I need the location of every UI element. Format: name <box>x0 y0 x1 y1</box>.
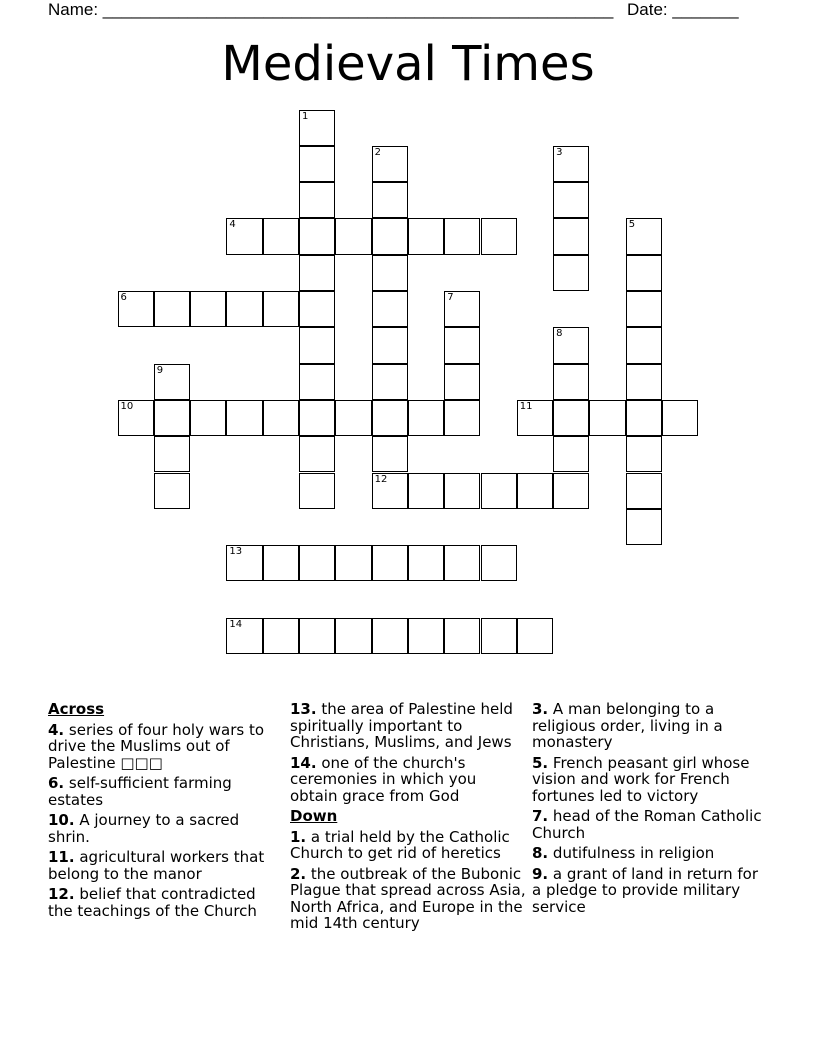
clue-number: 11. <box>48 848 75 866</box>
clue-number: 7. <box>532 807 549 825</box>
crossword-cell[interactable] <box>226 545 262 581</box>
crossword-cell[interactable] <box>626 327 662 363</box>
crossword-cell[interactable] <box>263 618 299 654</box>
crossword-cell[interactable] <box>226 618 262 654</box>
crossword-cell[interactable] <box>662 400 698 436</box>
crossword-cell[interactable] <box>626 473 662 509</box>
crossword-cell[interactable] <box>589 400 625 436</box>
name-field-label[interactable]: Name: ______________________________________________________ <box>48 0 614 19</box>
crossword-cell[interactable] <box>299 182 335 218</box>
page-title: Medieval Times <box>221 36 595 92</box>
clue-item <box>290 755 526 805</box>
clue-item <box>290 701 526 751</box>
clue-text: a grant of land in return for a pledge to provide military service <box>532 864 758 916</box>
crossword-cell[interactable] <box>299 364 335 400</box>
clue-text: A man belonging to a religious order, living in a monastery <box>532 700 723 751</box>
crossword-cell[interactable] <box>444 545 480 581</box>
crossword-cell[interactable] <box>299 618 335 654</box>
crossword-cell[interactable] <box>190 400 226 436</box>
cell-number: 3 <box>556 146 563 158</box>
cell-number: 7 <box>447 292 454 303</box>
crossword-cell[interactable] <box>335 400 371 436</box>
crossword-cell[interactable] <box>372 218 408 254</box>
clue-item <box>48 886 284 919</box>
clue-text: A journey to a sacred shrin. <box>48 811 240 846</box>
crossword-cell[interactable] <box>335 218 371 254</box>
crossword-cell[interactable] <box>408 218 444 254</box>
clue-text: belief that contradicted the teachings of the Church <box>48 885 257 920</box>
clue-item <box>532 845 768 862</box>
crossword-cell[interactable] <box>553 400 589 436</box>
crossword-cell[interactable] <box>408 618 444 654</box>
down-heading: Down <box>290 807 338 825</box>
crossword-cell[interactable] <box>553 473 589 509</box>
crossword-cell[interactable] <box>372 182 408 218</box>
crossword-cell[interactable] <box>263 545 299 581</box>
crossword-cell[interactable] <box>626 436 662 472</box>
crossword-cell[interactable] <box>299 146 335 182</box>
crossword-cell[interactable] <box>154 291 190 327</box>
crossword-cell[interactable] <box>299 436 335 472</box>
crossword-cell[interactable] <box>444 400 480 436</box>
date-field-label[interactable]: Date: _______ <box>627 0 739 19</box>
clue-item <box>48 722 284 772</box>
cell-number: 1 <box>302 110 309 122</box>
cell-number: 2 <box>374 146 381 158</box>
clue-text: a trial held by the Catholic Church to get rid of heretics <box>290 827 510 862</box>
clue-number: 2. <box>290 864 307 883</box>
crossword-cell[interactable] <box>372 436 408 472</box>
crossword-cell[interactable] <box>626 291 662 327</box>
clue-item <box>48 812 284 845</box>
crossword-cell[interactable] <box>154 436 190 472</box>
clue-text: head of the Roman Catholic Church <box>532 807 762 842</box>
crossword-cell[interactable] <box>154 364 190 400</box>
crossword-cell[interactable] <box>444 327 480 363</box>
crossword-cell[interactable] <box>553 255 589 291</box>
crossword-cell[interactable] <box>118 400 154 436</box>
cell-number: 6 <box>120 292 127 303</box>
cell-number: 11 <box>519 400 533 412</box>
clue-number: 6. <box>48 774 65 792</box>
cell-number: 8 <box>556 328 563 340</box>
clue-column-2 <box>290 701 526 936</box>
crossword-cell[interactable] <box>372 473 408 509</box>
clue-item <box>48 775 284 808</box>
crossword-cell[interactable] <box>626 509 662 545</box>
crossword-cell[interactable] <box>299 291 335 327</box>
clue-item <box>48 849 284 882</box>
clue-number: 12. <box>48 885 75 903</box>
clue-number: 10. <box>48 811 75 829</box>
crossword-cell[interactable] <box>408 400 444 436</box>
crossword-cell[interactable] <box>263 400 299 436</box>
clue-text: self-sufficient farming estates <box>48 774 232 809</box>
crossword-cell[interactable] <box>626 364 662 400</box>
crossword-cell[interactable] <box>118 291 154 327</box>
crossword-cell[interactable] <box>626 255 662 291</box>
crossword-cell[interactable] <box>408 473 444 509</box>
crossword-cell[interactable] <box>444 291 480 327</box>
crossword-cell[interactable] <box>226 291 262 327</box>
crossword-cell[interactable] <box>553 364 589 400</box>
crossword-cell[interactable] <box>372 327 408 363</box>
crossword-cell[interactable] <box>335 618 371 654</box>
clue-number: 8. <box>532 844 549 862</box>
clue-column-1 <box>48 701 284 923</box>
clue-number: 1. <box>290 827 307 846</box>
crossword-cell[interactable] <box>372 291 408 327</box>
crossword-cell[interactable] <box>517 400 553 436</box>
crossword-cell[interactable] <box>481 473 517 509</box>
clue-item <box>532 701 768 751</box>
clue-item <box>290 866 526 932</box>
crossword-cell[interactable] <box>190 291 226 327</box>
crossword-cell[interactable] <box>154 400 190 436</box>
crossword-cell[interactable] <box>372 146 408 182</box>
crossword-cell[interactable] <box>444 364 480 400</box>
cell-number: 14 <box>229 618 243 630</box>
crossword-cell[interactable] <box>372 364 408 400</box>
crossword-cell[interactable] <box>372 400 408 436</box>
clue-item <box>532 808 768 841</box>
clue-number: 5. <box>532 753 549 772</box>
crossword-cell[interactable] <box>553 327 589 363</box>
cell-number: 12 <box>374 473 388 485</box>
clue-number: 13. <box>290 700 317 718</box>
crossword-cell[interactable] <box>263 291 299 327</box>
cell-number: 9 <box>156 364 164 376</box>
cell-number: 13 <box>229 546 243 558</box>
crossword-cell[interactable] <box>299 218 335 254</box>
clue-text: the outbreak of the Bubonic Plague that spread across Asia, North Africa, and Europe in the mid 14th century <box>290 864 526 932</box>
crossword-cell[interactable] <box>299 255 335 291</box>
crossword-cell[interactable] <box>372 255 408 291</box>
crossword-cell[interactable] <box>299 545 335 581</box>
crossword-cell[interactable] <box>553 146 589 182</box>
clue-text: agricultural workers that belong to the manor <box>48 848 265 883</box>
clue-number: 4. <box>48 720 65 739</box>
clue-text: one of the church's ceremonies in which you obtain grace from God <box>290 753 477 805</box>
cell-number: 5 <box>628 219 636 231</box>
crossword-cell[interactable] <box>299 110 335 146</box>
crossword-cell[interactable] <box>299 327 335 363</box>
clue-number: 14. <box>290 753 317 772</box>
crossword-cell[interactable] <box>481 618 517 654</box>
clue-column-3 <box>532 701 768 919</box>
crossword-cell[interactable] <box>226 218 262 254</box>
clue-text: series of four holy wars to drive the Muslims out of Palestine □□□ <box>48 720 265 772</box>
crossword-cell[interactable] <box>481 218 517 254</box>
crossword-cell[interactable] <box>553 182 589 218</box>
crossword-cell[interactable] <box>263 218 299 254</box>
cell-number: 10 <box>120 400 134 412</box>
crossword-cell[interactable] <box>372 545 408 581</box>
crossword-cell[interactable] <box>335 545 371 581</box>
crossword-cell[interactable] <box>481 545 517 581</box>
crossword-cell[interactable] <box>299 473 335 509</box>
crossword-cell[interactable] <box>372 618 408 654</box>
crossword-cell[interactable] <box>299 400 335 436</box>
clue-item <box>532 866 768 916</box>
clue-text: the area of Palestine held spiritually important to Christians, Muslims, and Jews <box>290 700 513 751</box>
crossword-cell[interactable] <box>154 473 190 509</box>
clue-number: 3. <box>532 700 549 718</box>
crossword-cell[interactable] <box>626 400 662 436</box>
clue-text: dutifulness in religion <box>552 844 715 862</box>
clue-number: 9. <box>532 864 549 883</box>
crossword-cell[interactable] <box>553 436 589 472</box>
clue-item <box>290 829 526 862</box>
across-heading: Across <box>48 700 105 718</box>
crossword-cell[interactable] <box>444 618 480 654</box>
crossword-cell[interactable] <box>517 473 553 509</box>
crossword-cell[interactable] <box>517 618 553 654</box>
crossword-cell[interactable] <box>408 545 444 581</box>
crossword-cell[interactable] <box>444 218 480 254</box>
crossword-cell[interactable] <box>553 218 589 254</box>
crossword-cell[interactable] <box>444 473 480 509</box>
clue-item <box>532 755 768 805</box>
crossword-cell[interactable] <box>226 400 262 436</box>
crossword-cell[interactable] <box>626 218 662 254</box>
clue-text: French peasant girl whose vision and work for French fortunes led to victory <box>532 753 750 805</box>
cell-number: 4 <box>229 219 236 231</box>
